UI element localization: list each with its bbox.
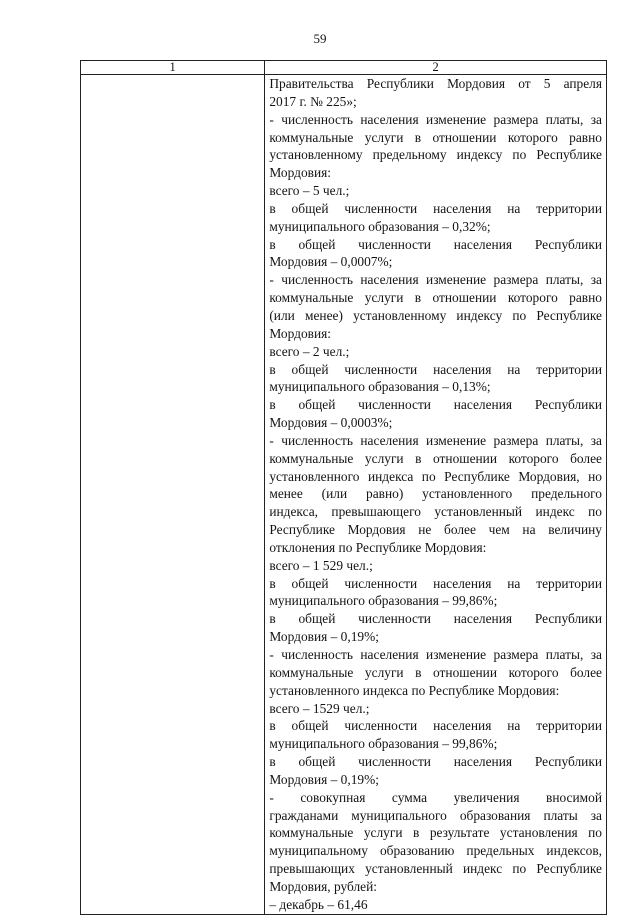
text-line: индекса, превышающего установленный индекс по [269, 504, 602, 520]
text-line: Мордовия, рублей: [269, 878, 378, 894]
text-line: Мордовия – 0,0003%; [269, 415, 393, 431]
text-line: Мордовия – 0,19%; [269, 629, 379, 645]
text-line: Республике Мордовия не более чем на величину [269, 522, 602, 538]
text-line: в общей численности населения на территории [269, 361, 602, 377]
text-line: всего – 1529 чел.; [269, 700, 370, 716]
text-line: - совокупная сумма увеличения вносимой [269, 789, 602, 805]
text-line: коммунальные услуги в отношении которого равно [269, 129, 602, 145]
header-cell-1: 1 [81, 61, 265, 75]
text-line: коммунальные услуги в результате установления по [269, 825, 602, 841]
text-line: в общей численности населения Республики [269, 754, 602, 770]
paragraph-lines [265, 75, 606, 914]
text-line: установленному предельному индексу по Республике [269, 147, 602, 163]
text-line: муниципального образования – 99,86%; [269, 593, 498, 609]
text-line: Мордовия: [269, 325, 332, 341]
text-line: Мордовия: [269, 165, 332, 181]
text-line: Мордовия – 0,0007%; [269, 254, 393, 270]
text-line: 2017 г. № 225»; [269, 93, 357, 109]
text-line: в общей численности населения Республики [269, 397, 602, 413]
text-line: муниципального образования – 0,32%; [269, 218, 491, 234]
table-header-row [81, 61, 607, 75]
text-line: в общей численности населения Республики [269, 611, 602, 627]
text-line: (или менее) установленному индексу по Республике [269, 307, 602, 323]
text-line: Мордовия – 0,19%; [269, 771, 379, 787]
text-line: всего – 5 чел.; [269, 183, 350, 199]
text-line: коммунальные услуги в отношении которого равно [269, 290, 602, 306]
text-line: коммунальные услуги в отношении которого более [269, 450, 602, 466]
text-line: - численность населения изменение размера платы, за [269, 111, 602, 127]
table-row [81, 75, 607, 915]
text-line: в общей численности населения на территории [269, 575, 602, 591]
text-line: превышающих установленный индекс по Республике [269, 861, 602, 877]
page-number: 59 [313, 31, 327, 46]
text-line: всего – 1 529 чел.; [269, 557, 373, 573]
text-line: установленного индекса по Республике Мордовия: [269, 682, 560, 698]
text-line: отклонения по Республике Мордовия: [269, 539, 487, 555]
text-line: муниципального образования – 99,86%; [269, 736, 498, 752]
text-line: в общей численности населения на территории [269, 200, 602, 216]
document-table [80, 60, 607, 915]
header-cell-2: 2 [265, 61, 607, 75]
text-line: всего – 2 чел.; [269, 343, 350, 359]
text-line: – декабрь – 61,46 [269, 896, 368, 912]
text-line: гражданами муниципального образования платы за [269, 807, 602, 823]
text-line: муниципального образования – 0,13%; [269, 379, 491, 395]
text-line: менее (или равно) установленного предельного [269, 486, 602, 502]
text-line: - численность населения изменение размера платы, за [269, 647, 602, 662]
text-line: Правительства Республики Мордовия от 5 апреля [269, 76, 602, 91]
text-cell-column-2 [265, 75, 607, 915]
text-line: - численность населения изменение размера платы, за [269, 432, 602, 448]
text-line: в общей численности населения на территории [269, 718, 602, 734]
empty-cell-column-1 [81, 75, 265, 915]
text-line: установленного индекса по Республике Мордовия, но [269, 468, 602, 484]
text-line: муниципальному образованию предельных индексов, [269, 843, 602, 859]
text-line: коммунальные услуги в отношении которого более [269, 664, 602, 680]
text-line: в общей численности населения Республики [269, 236, 602, 252]
text-line: - численность населения изменение размера платы, за [269, 272, 602, 288]
